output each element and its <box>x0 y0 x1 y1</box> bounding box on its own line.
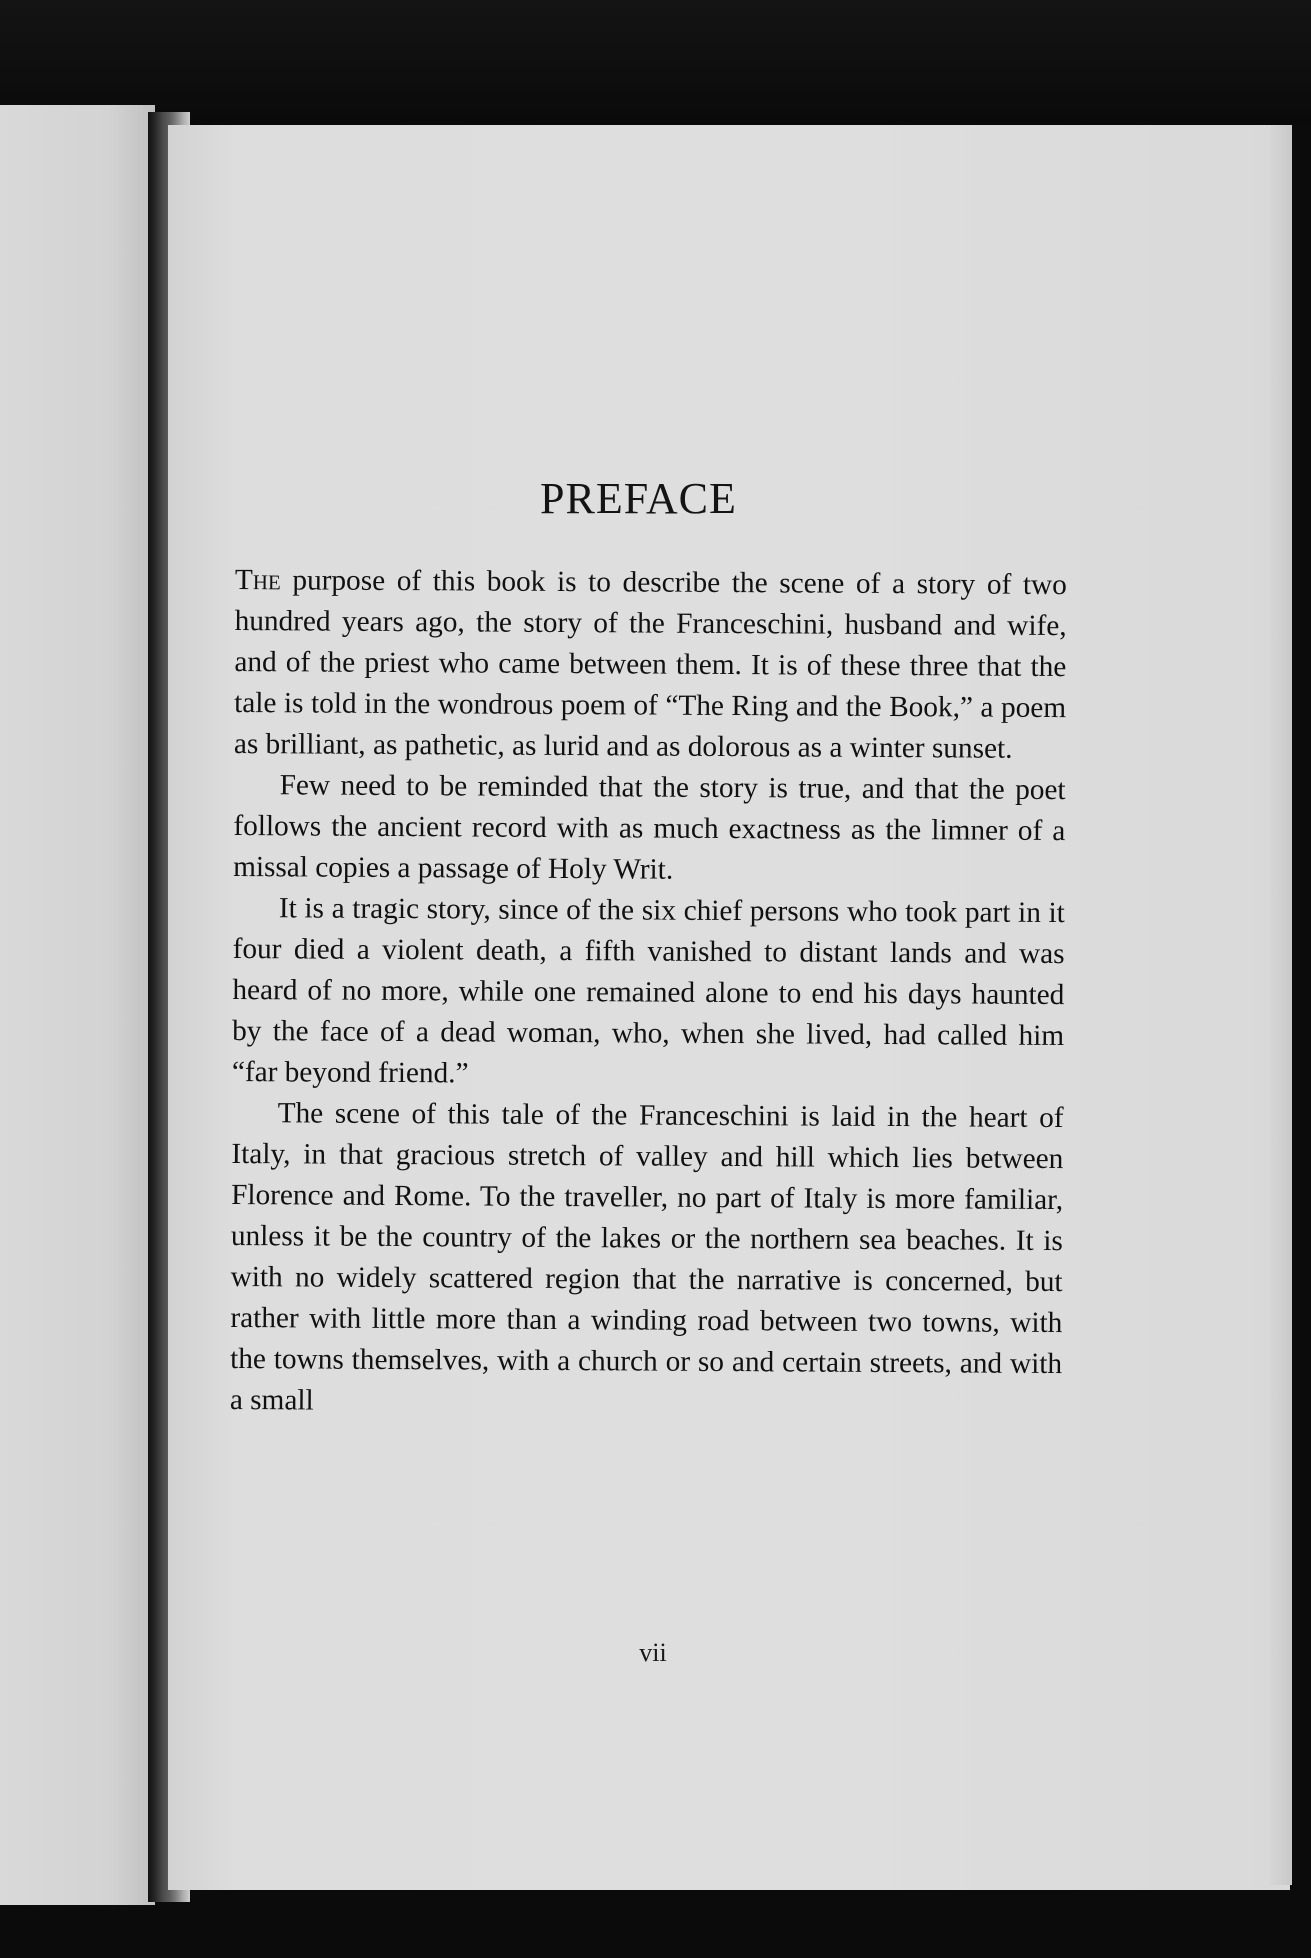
paragraph-text: purpose of this book is to describe the scene of a story of two hundred years ago, the story of the Franceschini, husband and wife, and of the priest who came between them. It is of these three that the tale is told in the wondrous poem of “The Ring and the Book,” a poem as brilliant, as pathetic, as lurid and as dolorous as a winter sunset. <box>233 564 1067 765</box>
scan-top-shadow <box>0 0 1311 125</box>
paragraph <box>234 560 1067 770</box>
page-title: PREFACE <box>540 474 737 523</box>
page-number: vii <box>639 1638 667 1667</box>
page-edge <box>1270 125 1292 1885</box>
paragraph: The scene of this tale of the Franceschini is laid in the heart of Italy, in that gracious stretch of valley and hill which lies between Florence and Rome. To the traveller, no part of Italy is more familiar, unless it be the country of the lakes or the northern sea beaches. It is with no widely scattered region that the narrative is concerned, but rather with little more than a winding road between two towns, with the towns themselves, with a church or so and certain streets, and with a small <box>229 1097 1064 1417</box>
paragraph: Few need to be reminded that the story is true, and that the poet follows the ancient record with as much exactness as the limner of a missal copies a passage of Holy Writ. <box>233 769 1066 886</box>
lead-word: The <box>234 563 281 597</box>
paragraph: It is a tragic story, since of the six chief persons who took part in it four died a violent death, a fifth vanished to distant lands and was heard of no more, while one remained alone to end his days haunted by the face of a dead woman, who, when she lived, had called him “far beyond friend.” <box>231 892 1065 1090</box>
body-text <box>230 560 1067 1426</box>
facing-page <box>0 105 155 1905</box>
